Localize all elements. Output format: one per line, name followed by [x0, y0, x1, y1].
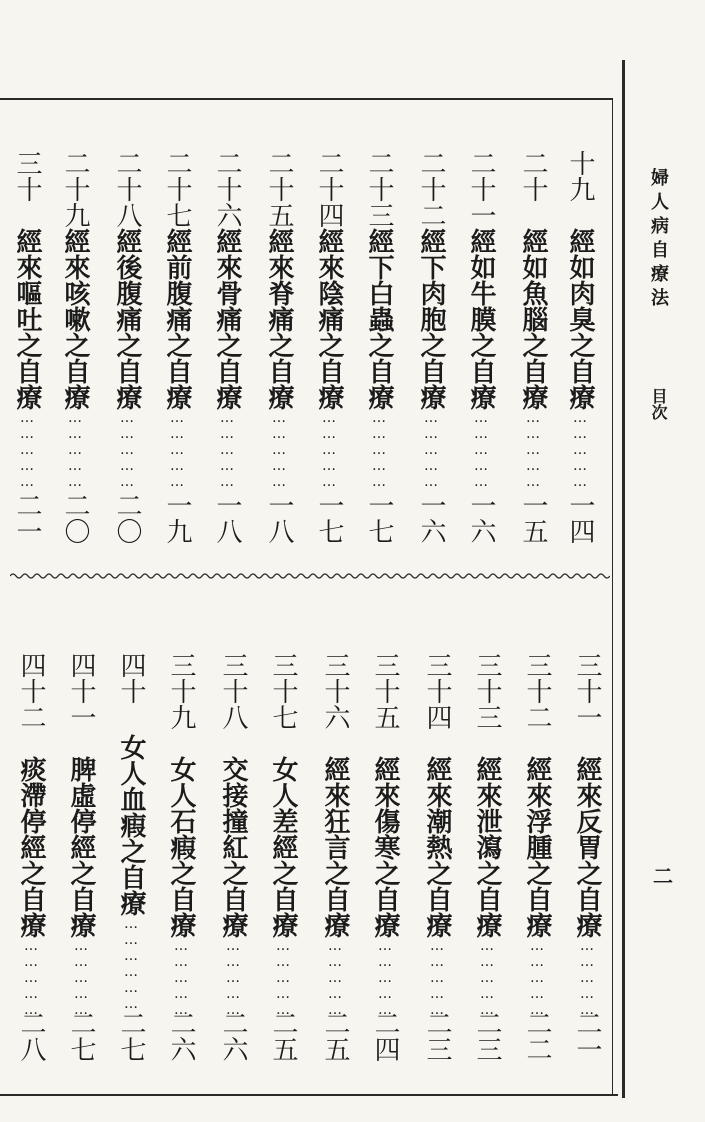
entry-number: 四十二	[16, 652, 46, 730]
entry-number: 二十三	[364, 150, 394, 228]
toc-title	[216, 756, 250, 1018]
page-folio: 二	[653, 864, 673, 888]
toc-entry	[520, 652, 554, 730]
entry-page-number: 二八	[16, 1010, 46, 1062]
toc-entry	[216, 652, 250, 730]
entry-title: 女人差經之自療	[268, 756, 298, 938]
entry-number: 二十八	[112, 150, 142, 228]
toc-entry	[164, 652, 198, 730]
entry-title: 經如魚腦之自療	[518, 228, 548, 410]
toc-title	[164, 756, 198, 1018]
toc-entry	[114, 652, 148, 704]
toc-entry	[318, 652, 352, 730]
leader-dots: ……………	[423, 410, 439, 490]
entry-title: 經來傷寒之自療	[370, 756, 400, 938]
entry-title: 經來咳嗽之自療	[60, 228, 90, 410]
entry-number: 二十	[518, 150, 548, 202]
entry-page-number: 一九	[162, 492, 192, 544]
entry-page-number: 二二	[522, 1010, 552, 1062]
leader-dots: ……………	[19, 410, 35, 490]
entry-page-number: 二三	[422, 1010, 452, 1062]
leader-dots: ……………	[377, 938, 393, 1018]
entry-number: 十九	[565, 150, 595, 202]
entry-number: 四十一	[66, 652, 96, 730]
leader-dots: ……………	[479, 938, 495, 1018]
toc-entry	[470, 652, 504, 730]
leader-dots: ……………	[429, 938, 445, 1018]
leader-dots: ………………	[123, 916, 139, 1012]
entry-page-number: 一八	[212, 492, 242, 544]
entry-number: 三十四	[422, 652, 452, 730]
toc-entry	[266, 652, 300, 730]
entry-number: 二十一	[466, 150, 496, 228]
entry-page-number: 二一	[572, 1010, 602, 1062]
entry-title: 經如牛膜之自療	[466, 228, 496, 410]
entry-title: 經來骨痛之自療	[212, 228, 242, 410]
entry-page-number: 二六	[166, 1010, 196, 1062]
toc-title	[14, 756, 48, 1018]
entry-title: 脾虛停經之自療	[66, 756, 96, 938]
leader-dots: ……………	[327, 938, 343, 1018]
toc-title	[318, 756, 352, 1018]
entry-title: 交接撞紅之自療	[218, 756, 248, 938]
leader-dots: ……………	[321, 410, 337, 490]
entry-page-number: 二三	[472, 1010, 502, 1062]
leader-dots: ……………	[579, 938, 595, 1018]
toc-entry	[420, 652, 454, 730]
leader-dots: ……………	[275, 938, 291, 1018]
entry-number: 三十九	[166, 652, 196, 730]
entry-title: 經如肉臭之自療	[565, 228, 595, 410]
entry-page-number: 一七	[314, 492, 344, 544]
leader-dots: ……………	[225, 938, 241, 1018]
entry-title: 經來潮熱之自療	[422, 756, 452, 938]
entry-title: 經下肉胞之自療	[416, 228, 446, 410]
leader-dots: ……………	[23, 938, 39, 1018]
book-title: 婦人病自療法	[648, 168, 669, 312]
leader-dots: ……………	[371, 410, 387, 490]
entry-page-number: 一七	[364, 492, 394, 544]
entry-number: 二十四	[314, 150, 344, 228]
entry-title: 經前腹痛之自療	[162, 228, 192, 410]
toc-title	[368, 756, 402, 1018]
entry-title: 經來脊痛之自療	[264, 228, 294, 410]
entry-number: 四十	[116, 652, 146, 704]
entry-page-number: 二七	[116, 1010, 146, 1062]
entry-number: 三十七	[268, 652, 298, 730]
entry-title: 經來狂言之自療	[320, 756, 350, 938]
entry-number: 三十三	[472, 652, 502, 730]
leader-dots: ……………	[173, 938, 189, 1018]
leader-dots: ……………	[271, 410, 287, 490]
entry-title: 經下白蟲之自療	[364, 228, 394, 410]
entry-title: 經來反胃之自療	[572, 756, 602, 938]
toc-title	[64, 756, 98, 1018]
entry-page-number: 二〇	[60, 492, 90, 544]
entry-title: 痰滯停經之自療	[16, 756, 46, 938]
leader-dots: ……………	[529, 938, 545, 1018]
entry-number: 三十二	[522, 652, 552, 730]
leader-dots: ……………	[119, 410, 135, 490]
entry-number: 二十二	[416, 150, 446, 228]
leader-dots: ……………	[67, 410, 83, 490]
leader-dots: ……………	[525, 410, 541, 490]
entry-title: 女人石瘕之自療	[166, 756, 196, 938]
toc-title	[420, 756, 454, 1018]
toc-entry	[570, 652, 604, 730]
entry-number: 三十五	[370, 652, 400, 730]
toc-title	[520, 756, 554, 1018]
entry-page-number: 一六	[466, 492, 496, 544]
entry-number: 三十六	[320, 652, 350, 730]
toc-title	[114, 734, 148, 1012]
entry-page-number: 二四	[370, 1010, 400, 1062]
entry-number: 三十	[12, 150, 42, 202]
toc-entry	[64, 652, 98, 730]
entry-number: 二十五	[264, 150, 294, 228]
entry-title: 經後腹痛之自療	[112, 228, 142, 410]
leader-dots: ……………	[219, 410, 235, 490]
entry-title: 經來嘔吐之自療	[12, 228, 42, 410]
leader-dots: ……………	[169, 410, 185, 490]
entry-page-number: 二六	[218, 1010, 248, 1062]
entry-title: 經來泄瀉之自療	[472, 756, 502, 938]
entry-page-number: 二七	[66, 1010, 96, 1062]
leader-dots: ……………	[73, 938, 89, 1018]
entry-number: 二十七	[162, 150, 192, 228]
toc-title	[470, 756, 504, 1018]
entry-page-number: 二五	[320, 1010, 350, 1062]
entry-page-number: 二〇	[112, 492, 142, 544]
entry-page-number: 二一	[12, 492, 42, 544]
toc-entry	[368, 652, 402, 730]
entry-number: 三十八	[218, 652, 248, 730]
entry-page-number: 一六	[416, 492, 446, 544]
entry-page-number: 一五	[518, 492, 548, 544]
entry-title: 經來陰痛之自療	[314, 228, 344, 410]
leader-dots: ……………	[473, 410, 489, 490]
entry-number: 二十六	[212, 150, 242, 228]
entry-page-number: 二五	[268, 1010, 298, 1062]
toc-title	[570, 756, 604, 1018]
entry-page-number: 一四	[565, 492, 595, 544]
leader-dots: ……………	[572, 410, 588, 490]
entry-title: 女人血瘕之自療	[116, 734, 146, 916]
section-label: 目次	[649, 388, 668, 420]
entry-number: 二十九	[60, 150, 90, 228]
toc-title	[266, 756, 300, 1018]
entry-title: 經來浮腫之自療	[522, 756, 552, 938]
entry-number: 三十一	[572, 652, 602, 730]
toc-entry	[14, 652, 48, 730]
entry-page-number: 一八	[264, 492, 294, 544]
